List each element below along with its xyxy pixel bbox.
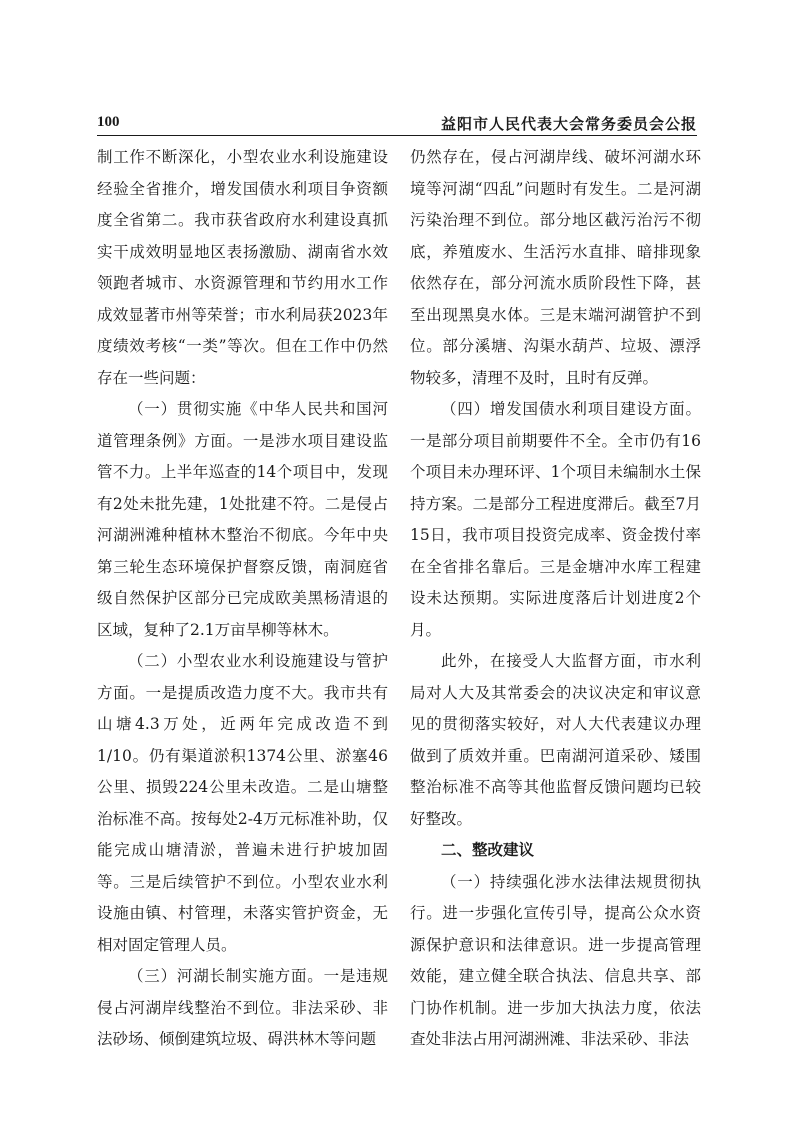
header-rule [97,135,697,136]
paragraph [410,867,701,1056]
page-number: 100 [97,114,120,130]
subsection-heading: （一）持续强化涉水法律法规贯彻执行。 [410,872,701,922]
subsection-heading: （四）增发国债水利项目建设方面。 [441,400,701,418]
paragraph: 此外，在接受人大监督方面，市水利局对人大及其常委会的决议决定和审议意见的贯彻落实较好，对人大代表建议办理做到了质效并重。巴南湖河道采砂、矮围整治标准不高等其他监督反馈问题均已较好整改。 [410,652,701,828]
paragraph-body: 一是提质改造力度不大。我市共有山塘4.3万处，近两年完成改造不到1/10。仍有渠道淤积1374公里、淤塞46公里、损毁224公里未改造。二是山塘整治标准不高。按每处2-4万元标准补助，仅能完成山塘清淤，普遍未进行护坡加固等。三是后续管护不到位。小型农业水利设施由镇、村管理，未落实管护资金，无相对固定管理人员。 [97,683,388,954]
paragraph-body: 一是部分项目前期要件不全。全市仍有16个项目未办理环评、1个项目未编制水土保持方案。二是部分工程进度滞后。截至7月15日，我市项目投资完成率、资金拨付率在全省排名靠后。三是金塘冲水库工程建设未达预期。实际进度落后计划进度2个月。 [410,431,701,639]
paragraph-body: 进一步强化宣传引导，提高公众水资源保护意识和法律意识。进一步提高管理效能，建立健全联合执法、信息共享、部门协作机制。进一步加大执法力度，依法查处非法占用河湖洲滩、非法采砂、非法 [410,904,701,1048]
running-header [97,112,697,134]
paragraph-body: 一是违规侵占河湖岸线整治不到位。非法采砂、非法砂场、倾倒建筑垃圾、碍洪林木等问题 [97,967,388,1048]
subsection-heading: （三）河湖长制实施方面。 [128,967,324,985]
paragraph [97,961,388,1056]
left-column [97,142,388,1056]
paragraph [97,394,388,646]
section-title: 二、整改建议 [441,841,535,859]
right-column [410,142,701,1056]
paragraph-body: 一是涉水项目建设监管不力。上半年巡查的14个项目中，发现有2处未批先建，1处批建不符。二是侵占河湖洲滩种植林木整治不彻底。今年中央第三轮生态环境保护督察反馈，南洞庭省级自然保护区部分已完成欧美黑杨清退的区域，复种了2.1万亩旱柳等林木。 [97,431,388,639]
paragraph: 仍然存在，侵占河湖岸线、破坏河湖水环境等河湖“四乱”问题时有发生。二是河湖污染治理不到位。部分地区截污治污不彻底，养殖废水、生活污水直排、暗排现象依然存在，部分河流水质阶段性下降，甚至出现黑臭水体。三是末端河湖管护不到位。部分溪塘、沟渠水葫芦、垃圾、漂浮物较多，清理不及时，且时有反弹。 [410,148,701,387]
journal-title: 益阳市人民代表大会常务委员会公报 [440,115,697,133]
paragraph [97,646,388,961]
paragraph [410,394,701,646]
paragraph: 制工作不断深化，小型农业水利设施建设经验全省推介，增发国债水利项目争资额度全省第二。我市获省政府水利建设真抓实干成效明显地区表扬激励、湖南省水效领跑者城市、水资源管理和节约用水工作成效显著市州等荣誉；市水利局获2023年度绩效考核“一类”等次。但在工作中仍然存在一些问题： [97,148,388,387]
subsection-heading: （一）贯彻实施《中华人民共和国河道管理条例》方面。 [97,400,388,450]
subsection-heading: （二）小型农业水利设施建设与管护方面。 [97,652,388,702]
